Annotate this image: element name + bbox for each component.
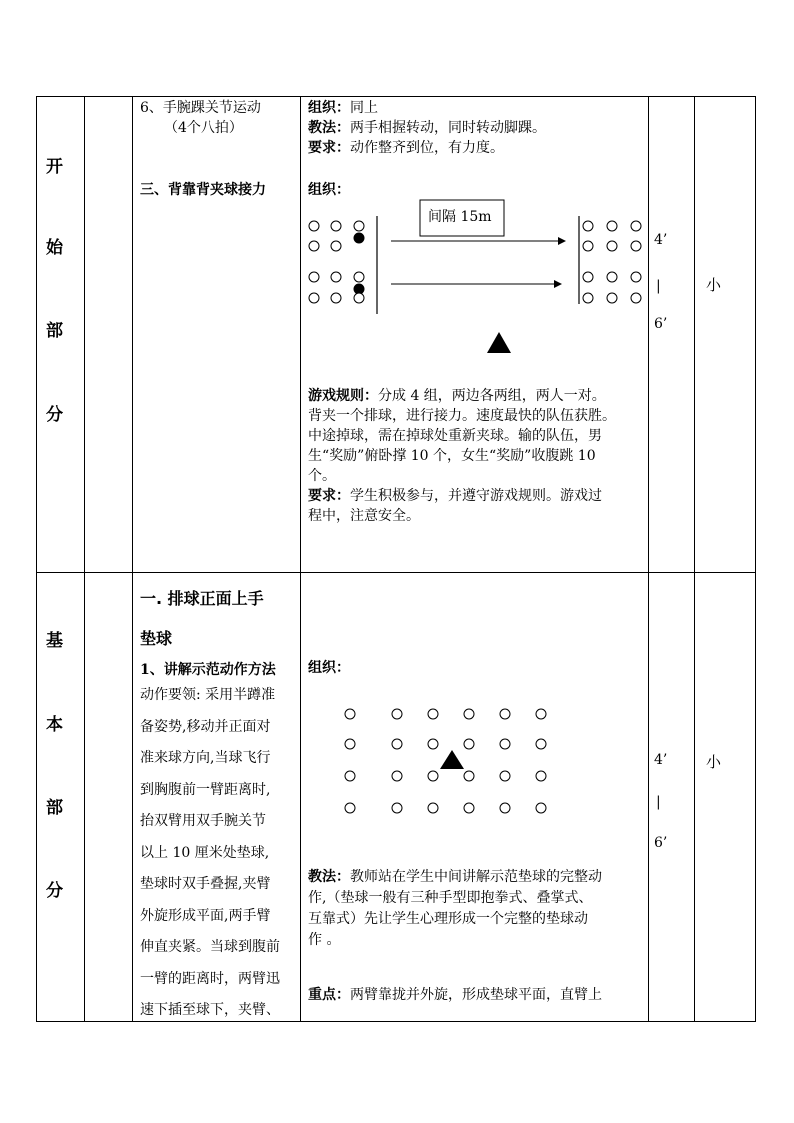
time-start: 4’ <box>654 752 668 768</box>
rules-line: 生“奖励”俯卧撑 10 个，女生“奖励”收腹跳 10 <box>308 448 596 464</box>
lesson-plan-table <box>36 96 756 1022</box>
teach-line: 互靠式）先让学生心理形成一个完整的垫球动 <box>308 911 588 927</box>
rules-label: 游戏规则： <box>308 388 378 404</box>
section-char: 开 <box>46 157 63 177</box>
left-team-formation <box>309 221 364 303</box>
teach-text: 两手相握转动，同时转动脚踝。 <box>350 120 546 136</box>
exercise-density: 小 <box>706 276 722 294</box>
item6-line2: （4个八拍） <box>164 120 243 136</box>
body-line: 以上 10 厘米处垫球, <box>140 844 270 861</box>
distance-label: 间隔 15m <box>428 209 492 225</box>
col-border-4 <box>648 96 649 1022</box>
teach-line: 教师站在学生中间讲解示范垫球的完整动 <box>350 869 602 885</box>
body-line: 一臂的距离时，两臂迅 <box>140 970 280 987</box>
col-border-2 <box>132 96 133 1022</box>
teach-label: 教法： <box>308 869 350 885</box>
col-border-6 <box>755 96 756 1022</box>
org-label: 组织： <box>308 660 350 676</box>
section-char: 分 <box>46 405 63 425</box>
rules-line: 个。 <box>308 468 336 484</box>
org-label: 组织： <box>308 100 350 116</box>
section-char: 基 <box>46 631 63 651</box>
rules-line: 中途掉球，需在掉球处重新夹球。输的队伍，男 <box>308 428 602 444</box>
req2-label: 要求： <box>308 488 350 504</box>
exercise-density: 小 <box>706 753 722 771</box>
item6-line1: 6、手腕踝关节运动 <box>140 100 261 116</box>
arrow-head-2 <box>554 280 562 288</box>
time-separator: | <box>656 794 661 810</box>
section-char: 部 <box>46 321 63 341</box>
key-point <box>308 985 646 1005</box>
req2-line: 学生积极参与，并遵守游戏规则。游戏过 <box>350 488 602 504</box>
teach-line: 作 。 <box>308 932 341 948</box>
org-text: 同上 <box>350 100 378 116</box>
teacher-triangle-icon <box>487 332 511 353</box>
col-border-1 <box>84 96 85 1022</box>
sub-title: 1、讲解示范动作方法 <box>140 662 276 678</box>
teach-method <box>308 867 644 951</box>
req2-line: 程中，注意安全。 <box>308 508 420 524</box>
lesson-title-line2: 垫球 <box>140 629 173 648</box>
rules-line: 背夹一个排球，进行接力。速度最快的队伍获胜。 <box>308 408 616 424</box>
col-border-3 <box>300 96 301 1022</box>
body-line: 到胸腹前一臂距离时, <box>140 781 271 798</box>
section-char: 部 <box>46 798 63 818</box>
time-separator: | <box>656 278 661 294</box>
key-label: 重点： <box>308 987 350 1003</box>
lesson-title-line1: 一. 排球正面上手 <box>140 589 264 608</box>
org2-label: 组织： <box>308 182 350 198</box>
body-line: 外旋形成平面,两手臂 <box>140 907 271 924</box>
body-line: 速下插至球下，夹臂、 <box>140 1002 280 1018</box>
arrow-head-1 <box>558 237 566 245</box>
body-line: 准来球方向,当球飞行 <box>140 750 271 766</box>
method-block-1 <box>308 98 644 158</box>
col-border-0 <box>36 96 37 1022</box>
body-line: 抬双臂用双手腕关节 <box>140 813 266 829</box>
teacher-triangle-icon <box>440 750 464 769</box>
body-line: 垫球时双手叠握,夹臂 <box>140 876 271 892</box>
body-line: 伸直夹紧。当球到腹前 <box>140 939 280 955</box>
key-text: 两臂靠拢并外旋，形成垫球平面，直臂上 <box>350 987 602 1003</box>
section-char: 分 <box>46 881 63 901</box>
time-end: 6’ <box>654 316 668 332</box>
body-line: 备姿势,移动并正面对 <box>140 718 271 735</box>
section-char: 本 <box>46 715 63 735</box>
teach-line: 作,（垫球一般有三种手型即抱拳式、叠掌式、 <box>308 890 593 906</box>
teach-label: 教法： <box>308 120 350 136</box>
game-rules <box>308 386 644 526</box>
section-char: 始 <box>46 238 63 258</box>
req-label: 要求： <box>308 140 350 156</box>
time-end: 6’ <box>654 835 668 851</box>
col-border-5 <box>694 96 695 1022</box>
item3-title: 三、背靠背夹球接力 <box>140 182 266 198</box>
body-line: 动作要领: 采用半蹲准 <box>140 687 276 703</box>
formation-diagram <box>336 702 596 814</box>
technique-description <box>140 680 298 1027</box>
rules-line: 分成 4 组，两边各两组，两人一对。 <box>378 388 606 404</box>
right-team-formation <box>583 221 641 303</box>
req-text: 动作整齐到位，有力度。 <box>350 140 504 156</box>
time-start: 4’ <box>654 232 668 248</box>
